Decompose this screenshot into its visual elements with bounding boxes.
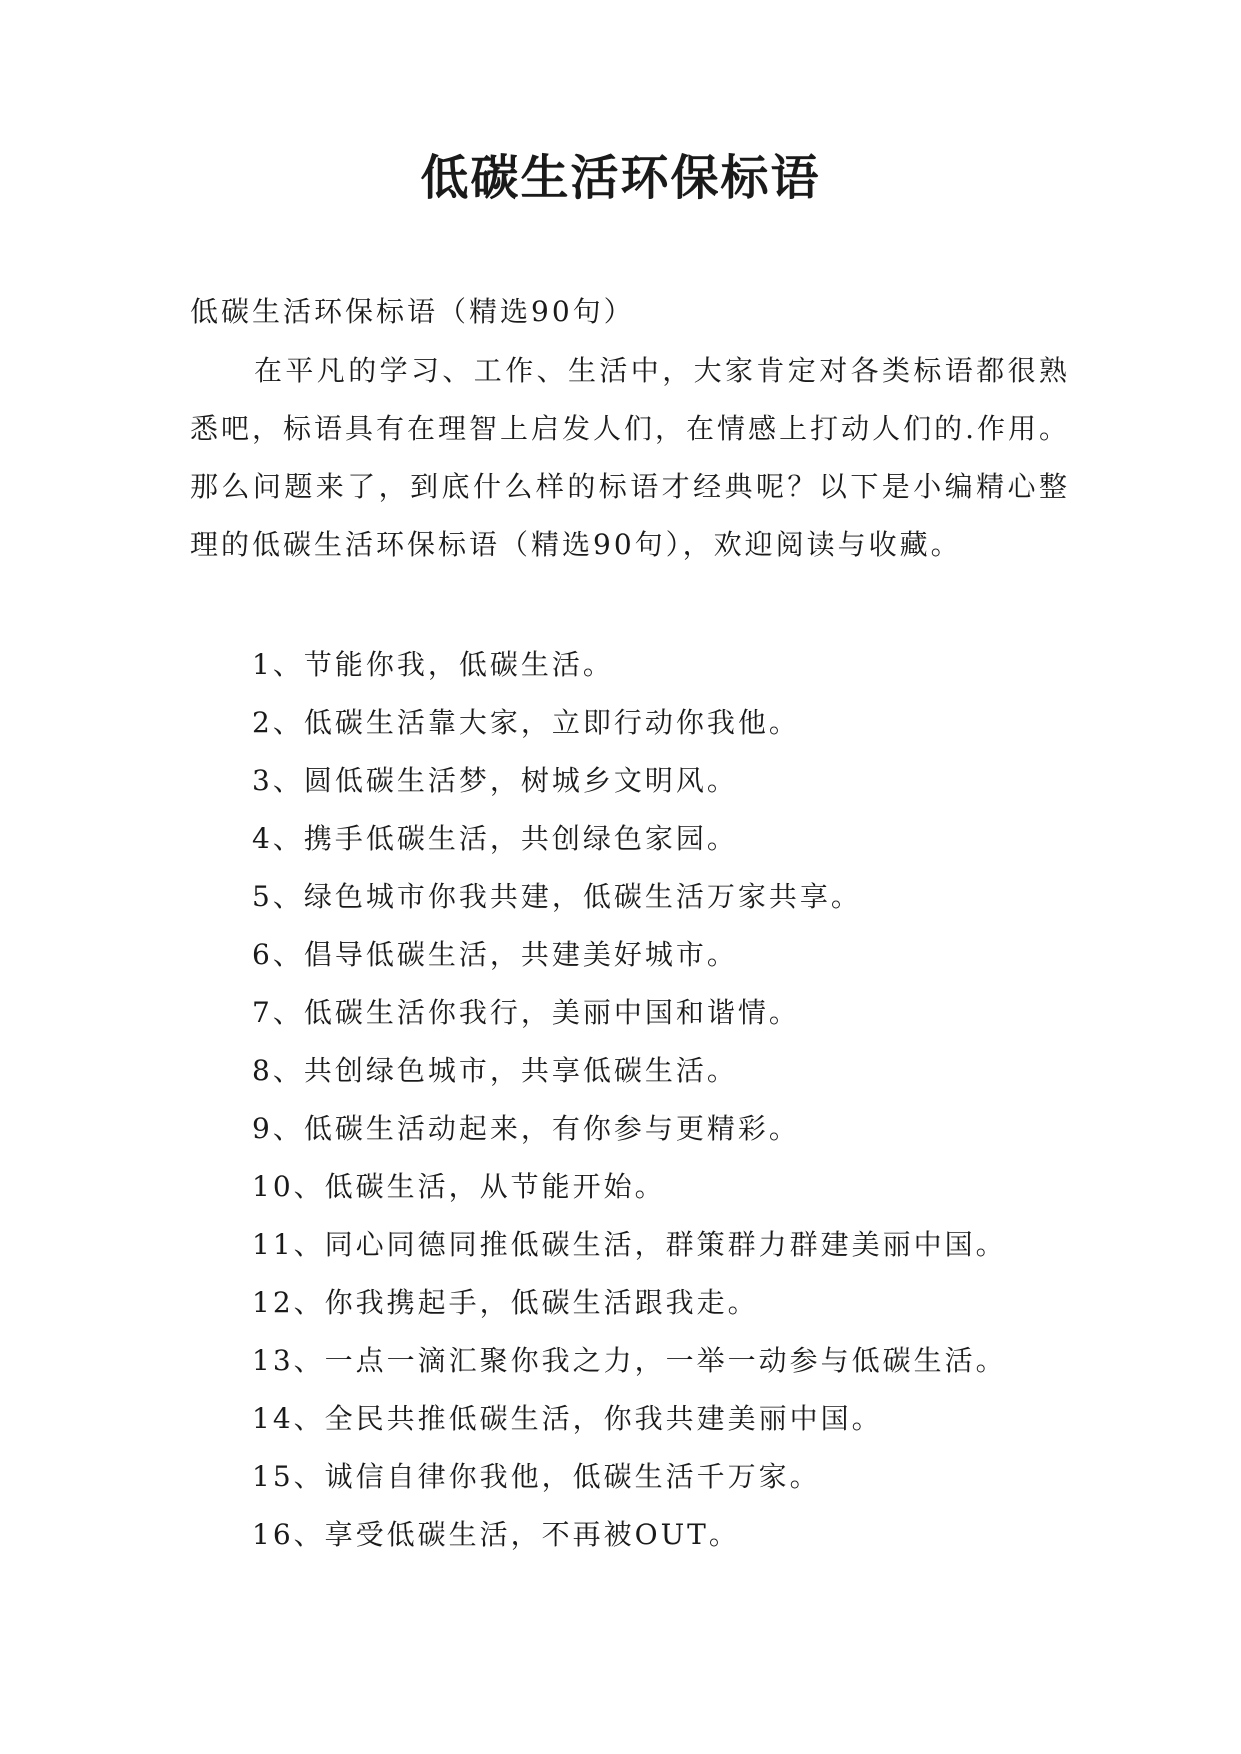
slogan-item: 3、圆低碳生活梦，树城乡文明风。	[252, 764, 738, 797]
slogan-item: 11、同心同德同推低碳生活，群策群力群建美丽中国。	[252, 1228, 1007, 1261]
slogan-item: 14、全民共推低碳生活，你我共建美丽中国。	[252, 1402, 883, 1435]
slogan-item: 9、低碳生活动起来，有你参与更精彩。	[252, 1112, 800, 1145]
slogan-list	[252, 636, 1092, 1564]
slogan-item: 4、携手低碳生活，共创绿色家园。	[252, 822, 738, 855]
slogan-item: 16、享受低碳生活，不再被OUT。	[252, 1518, 740, 1551]
intro-paragraph: 在平凡的学习、工作、生活中，大家肯定对各类标语都很熟悉吧，标语具有在理智上启发人们，在情感上打动人们的.作用。那么问题来了，到底什么样的标语才经典呢？以下是小编精心整理的低碳生活环保标语（精选90句），欢迎阅读与收藏。	[190, 354, 1070, 561]
slogan-item: 8、共创绿色城市，共享低碳生活。	[252, 1054, 738, 1087]
slogan-item: 12、你我携起手，低碳生活跟我走。	[252, 1286, 759, 1319]
slogan-item: 15、诚信自律你我他，低碳生活千万家。	[252, 1460, 821, 1493]
slogan-item: 5、绿色城市你我共建，低碳生活万家共享。	[252, 880, 862, 913]
document-subtitle: 低碳生活环保标语（精选90句）	[190, 295, 635, 328]
slogan-item: 2、低碳生活靠大家，立即行动你我他。	[252, 706, 800, 739]
slogan-item: 1、节能你我，低碳生活。	[252, 648, 614, 681]
slogan-item: 10、低碳生活，从节能开始。	[252, 1170, 666, 1203]
document-title: 低碳生活环保标语	[420, 150, 821, 206]
slogan-item: 7、低碳生活你我行，美丽中国和谐情。	[252, 996, 800, 1029]
slogan-item: 6、倡导低碳生活，共建美好城市。	[252, 938, 738, 971]
slogan-item: 13、一点一滴汇聚你我之力，一举一动参与低碳生活。	[252, 1344, 1007, 1377]
